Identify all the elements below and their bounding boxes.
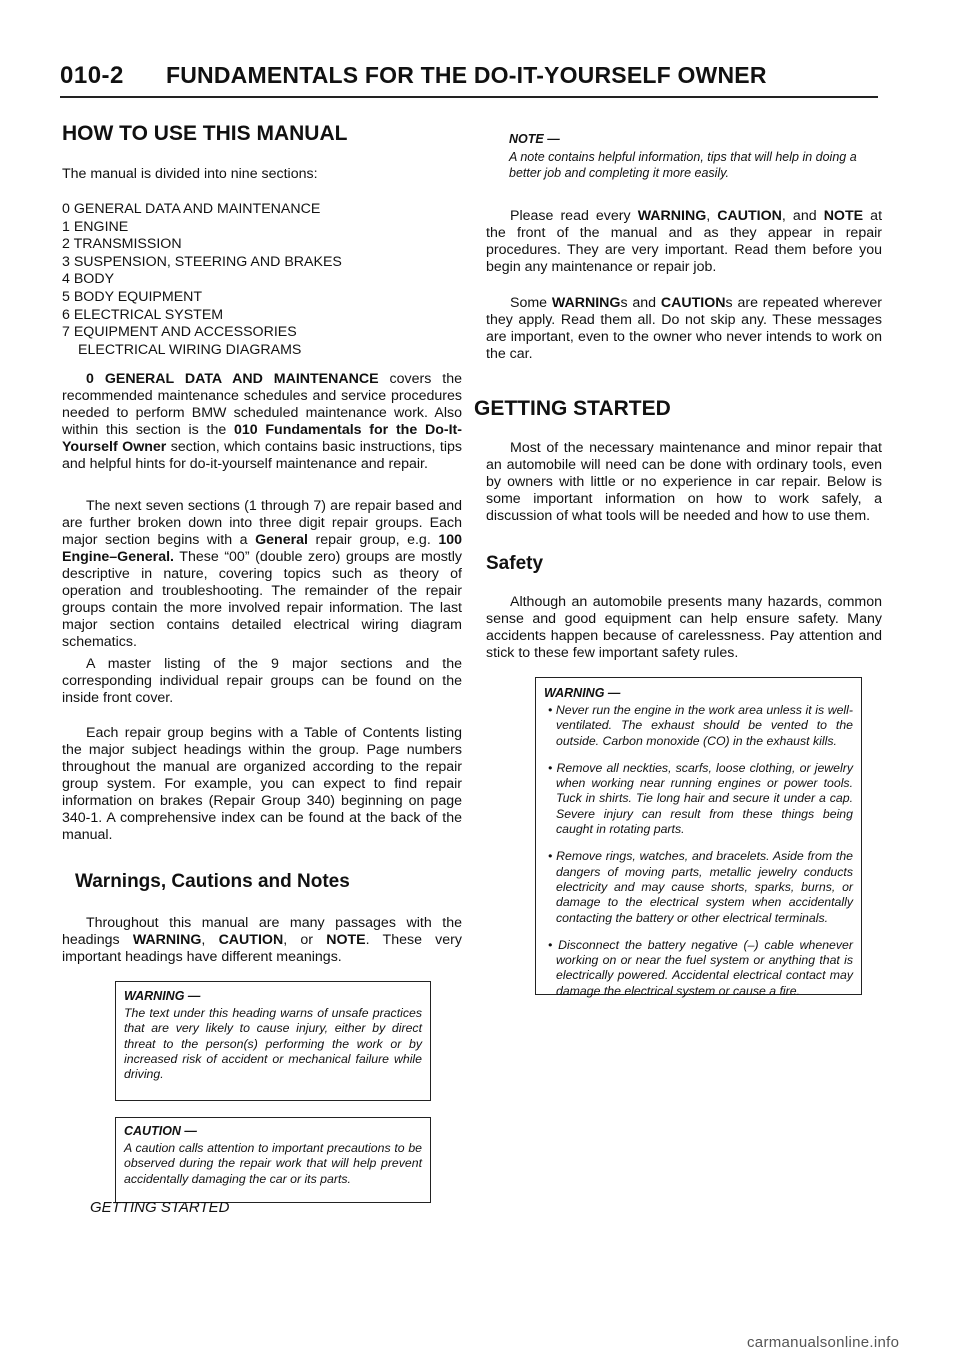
list-item: 1 ENGINE	[62, 218, 129, 235]
repeated-warnings-paragraph: Some WARNINGs and CAUTIONs are repeated wherever they apply. Read them all. Do not skip any. These messages are important, even to the owner who never intends to work on the car.	[486, 295, 882, 362]
note-label: NOTE —	[509, 132, 560, 146]
sections-intro: The manual is divided into nine sections:	[62, 166, 318, 182]
warning-definition-text: The text under this heading warns of unsafe practices that are very likely to cause injury, either by direct threat to the person(s) performing the work or by increased risk of accident or mechanical failure while driving.	[124, 1006, 422, 1082]
list-item: 0 GENERAL DATA AND MAINTENANCE	[62, 201, 321, 217]
list-item: 2 TRANSMISSION	[62, 236, 182, 253]
list-item: • Never run the engine in the work area unless it is well-ventilated. The exhaust should be vented to the outside. Carbon monoxide (CO) in the exhaust kills.	[548, 703, 853, 748]
table-of-contents-paragraph: Each repair group begins with a Table of Contents listing the major subject headings within the group. Page numbers throughout the manual are organized according to the repair group system. For example, you can expect to find repair information on brakes (Repair Group 340) beginning on page 340-1. A comprehensive index can be found at the back of the manual.	[62, 725, 462, 843]
list-item: 6 ELECTRICAL SYSTEM	[62, 306, 224, 323]
note-definition-text: A note contains helpful information, tips that will help in doing a better job and completing it more easily.	[509, 150, 857, 180]
headings-paragraph: Throughout this manual are many passages with the headings WARNING, CAUTION, or NOTE. These very important headings have different meanings.	[62, 915, 462, 965]
getting-started-heading: GETTING STARTED	[474, 397, 671, 420]
page-footer: GETTING STARTED	[90, 1199, 230, 1216]
read-every-warning-paragraph: Please read every WARNING, CAUTION, and NOTE at the front of the manual and as they appear in repair procedures. They are very important. Read them before you begin any maintenance or repair job.	[486, 208, 883, 275]
sections-list	[62, 201, 342, 359]
list-item: • Remove all neckties, scarfs, loose clothing, or jewelry when working near running engines or power tools. Tuck in shirts. Tie long hair and secure it under a cap. Severe injury can result from these things being caught in rotating parts.	[548, 760, 853, 837]
list-item: 4 BODY	[62, 271, 115, 288]
list-item: • Disconnect the battery negative (–) cable whenever working on or near the fuel system or anything that is electrically powered. Accidental electrical contact may damage the electrical system or cause a fire.	[548, 937, 853, 998]
warning-label: WARNING —	[544, 686, 621, 700]
section-number: 010-2	[60, 62, 124, 89]
safety-heading: Safety	[486, 553, 544, 574]
page-header-title: FUNDAMENTALS FOR THE DO-IT-YOURSELF OWNER	[166, 62, 767, 88]
header-rule	[60, 96, 878, 98]
caution-definition-box	[115, 1117, 431, 1203]
safety-paragraph: Although an automobile presents many hazards, common sense and good equipment can help ensure safety. Many accidents happen because of carelessness. Pay attention and stick to these few important safety rules.	[486, 594, 882, 661]
list-item: • Remove rings, watches, and bracelets. Aside from the dangers of moving parts, metallic jewelry conducts electricity and may cause shorts, sparks, burns, or damage to the electrical system when accidentally contacting the battery or other electrical terminals.	[548, 849, 853, 925]
getting-started-paragraph: Most of the necessary maintenance and minor repair that an automobile will need can be done with ordinary tools, even by owners with little or no experience in car repair. Below is some important information on how to work safely, a discussion of what tools will be needed and how to use them.	[486, 440, 882, 524]
list-item: ELECTRICAL WIRING DIAGRAMS	[78, 341, 302, 358]
warning-label: WARNING —	[124, 989, 201, 1003]
list-item: 7 EQUIPMENT AND ACCESSORIES	[62, 324, 297, 341]
repair-sections-paragraph: The next seven sections (1 through 7) are repair based and are further broken down into three digit repair groups. Each major section begins with a General repair group, e.g. 100 Engine–General. These “00” (double zero) groups are mostly descriptive in nature, covering topics such as theory of operation and troubleshooting. The remainder of the repair groups contain the more involved repair information. The last major section contains detailed electrical wiring diagram schematics.	[62, 498, 462, 650]
master-listing-paragraph: A master listing of the 9 major sections and the corresponding individual repair groups can be found on the inside front cover.	[62, 656, 462, 706]
watermark: carmanualsonline.info	[747, 1334, 900, 1351]
caution-definition-text: A caution calls attention to important precautions to be observed during the repair work that will help prevent accidentally damaging the car or its parts.	[124, 1141, 422, 1186]
how-to-use-heading: HOW TO USE THIS MANUAL	[62, 122, 348, 145]
caution-label: CAUTION —	[124, 1124, 197, 1138]
general-data-paragraph: 0 GENERAL DATA AND MAINTENANCE covers the recommended maintenance schedules and service procedures needed to perform BMW scheduled maintenance work. Also within this section is the 010 Fundamentals for the Do-It-Yourself Owner section, which contains basic instructions, tips and helpful hints for do-it-yourself maintenance and repair.	[62, 371, 462, 472]
warning-definition-box	[115, 981, 431, 1101]
safety-warning-box	[535, 677, 862, 998]
list-item: 3 SUSPENSION, STEERING AND BRAKES	[62, 253, 342, 270]
warnings-cautions-notes-heading: Warnings, Cautions and Notes	[75, 871, 350, 892]
list-item: 5 BODY EQUIPMENT	[62, 288, 203, 305]
